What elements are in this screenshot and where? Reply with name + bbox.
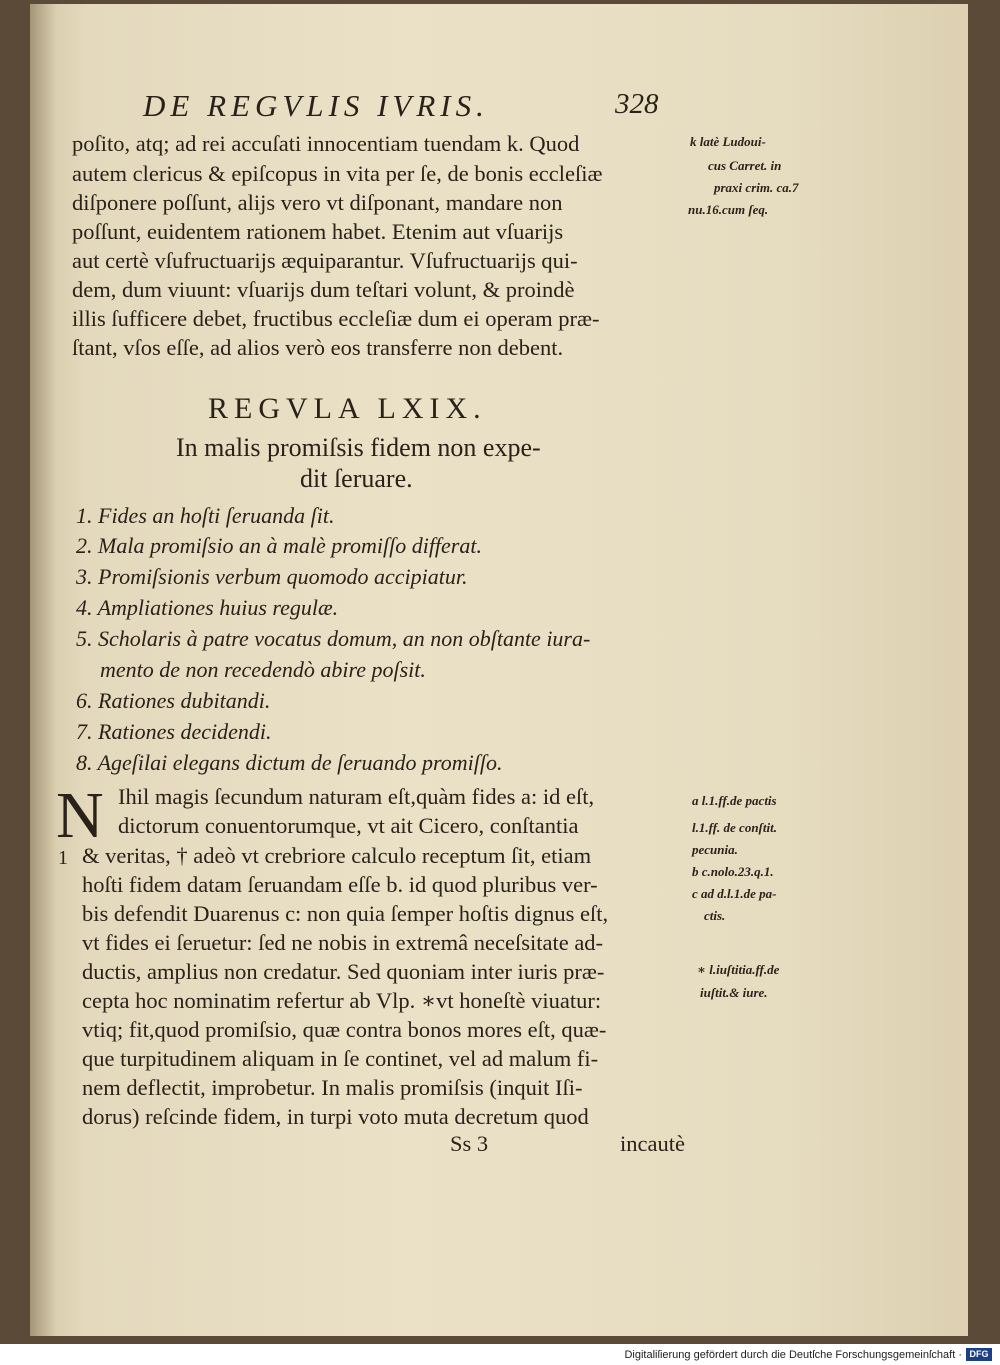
margin-note: b c.nolo.23.q.1. <box>692 864 774 879</box>
rule-heading: REGVLA LXIX. <box>208 392 487 425</box>
top-text-line: autem clericus & epiſcopus in vita per ſe, de bonis eccleſiæ <box>72 161 603 186</box>
top-text-line: illis ſufficere debet, fructibus eccleſiæ dum ei operam præ- <box>72 306 600 331</box>
summary-item: 3. Promiſsionis verbum quomodo accipiatur. <box>76 564 468 589</box>
summary-item: 2. Mala promiſsio an à malè promiſſo differat. <box>76 533 482 558</box>
top-text-line: aut certè vſufructuarijs æquiparantur. Vſufructuarijs qui- <box>72 248 578 273</box>
body-line: vt fides ei ſeruetur: ſed ne nobis in extremâ neceſsitate ad- <box>82 930 604 955</box>
margin-note: k latè Ludoui- <box>690 134 766 149</box>
top-text-line: diſponere poſſunt, alijs vero vt diſponant, mandare non <box>72 190 563 215</box>
summary-item: 5. Scholaris à patre vocatus domum, an non obſtante iura- <box>76 626 591 651</box>
body-line: & veritas, † adeò vt crebriore calculo receptum ſit, etiam <box>82 843 592 868</box>
margin-note: ∗ l.iuſtitia.ff.de <box>697 962 780 977</box>
top-text-line: poſito, atq; ad rei accuſati innocentiam tuendam k. Quod <box>72 131 580 156</box>
summary-item: 7. Rationes decidendi. <box>76 719 272 744</box>
margin-note: ctis. <box>704 908 726 923</box>
summary-item: 6. Rationes dubitandi. <box>76 688 271 713</box>
catchword: incautè <box>620 1131 685 1156</box>
body-line: que turpitudinem aliquam in ſe continet, vel ad malum fi- <box>82 1046 599 1071</box>
body-line: bis defendit Duarenus c: non quia ſemper hoſtis dignus eſt, <box>82 901 609 926</box>
margin-note: nu.16.cum ſeq. <box>688 202 769 217</box>
margin-note: praxi crim. ca.7 <box>714 180 799 195</box>
body-line: ductis, amplius non credatur. Sed quoniam inter iuris præ- <box>82 959 605 984</box>
page-gutter-shadow <box>30 4 56 1336</box>
margin-note: a l.1.ff.de pactis <box>692 793 777 808</box>
line-number: 1 <box>58 847 68 869</box>
page-number: 328 <box>615 88 659 120</box>
signature-mark: Ss 3 <box>450 1131 489 1156</box>
rule-subtitle: dit ſeruare. <box>300 464 413 493</box>
margin-note: c ad d.l.1.de pa- <box>692 886 777 901</box>
margin-note: pecunia. <box>692 842 738 857</box>
top-text-line: poſſunt, euidentem rationem habet. Etenim aut vſuarijs <box>72 219 564 244</box>
body-line: cepta hoc nominatim refertur ab Vlp. ∗vt honeſtè viuatur: <box>82 988 602 1013</box>
body-line: vtiq; fit,quod promiſsio, quæ contra bonos mores eſt, quæ- <box>82 1017 607 1042</box>
margin-note: iuſtit.& iure. <box>700 985 768 1000</box>
top-text-line: ſtant, vſos eſſe, ad alios verò eos transferre non debent. <box>72 335 564 360</box>
dfg-logo: DFG <box>966 1348 992 1361</box>
drop-cap: N <box>56 779 104 852</box>
footer-credit: Digitaliſierung gefördert durch die Deutſche Forschungsgemeinſchaft · <box>624 1349 962 1361</box>
summary-item: 8. Ageſilai elegans dictum de ſeruando promiſſo. <box>76 750 503 775</box>
running-head: DE REGVLIS IVRIS. <box>143 88 489 123</box>
summary-item: 4. Ampliationes huius regulæ. <box>76 595 339 620</box>
body-line: dictorum conuentorumque, vt ait Cicero, conſtantia <box>118 813 579 838</box>
body-line: dorus) reſcinde fidem, in turpi voto muta decretum quod <box>82 1104 589 1129</box>
body-line: Ihil magis ſecundum naturam eſt,quàm fides a: id eſt, <box>118 784 595 809</box>
rule-subtitle: In malis promiſsis fidem non expe- <box>176 433 541 462</box>
summary-item: mento de non recedendò abire poſsit. <box>100 657 426 682</box>
margin-note: cus Carret. in <box>708 158 782 173</box>
body-line: nem deflectit, improbetur. In malis promiſsis (inquit Iſi- <box>82 1075 583 1100</box>
top-text-line: dem, dum viuunt: vſuarijs dum teſtari volunt, & proindè <box>72 277 575 302</box>
margin-note: l.1.ff. de conſtit. <box>692 820 777 835</box>
body-line: hoſti fidem datam ſeruandam eſſe b. id quod pluribus ver- <box>82 872 598 897</box>
summary-item: 1. Fides an hoſti ſeruanda ſit. <box>76 503 335 528</box>
